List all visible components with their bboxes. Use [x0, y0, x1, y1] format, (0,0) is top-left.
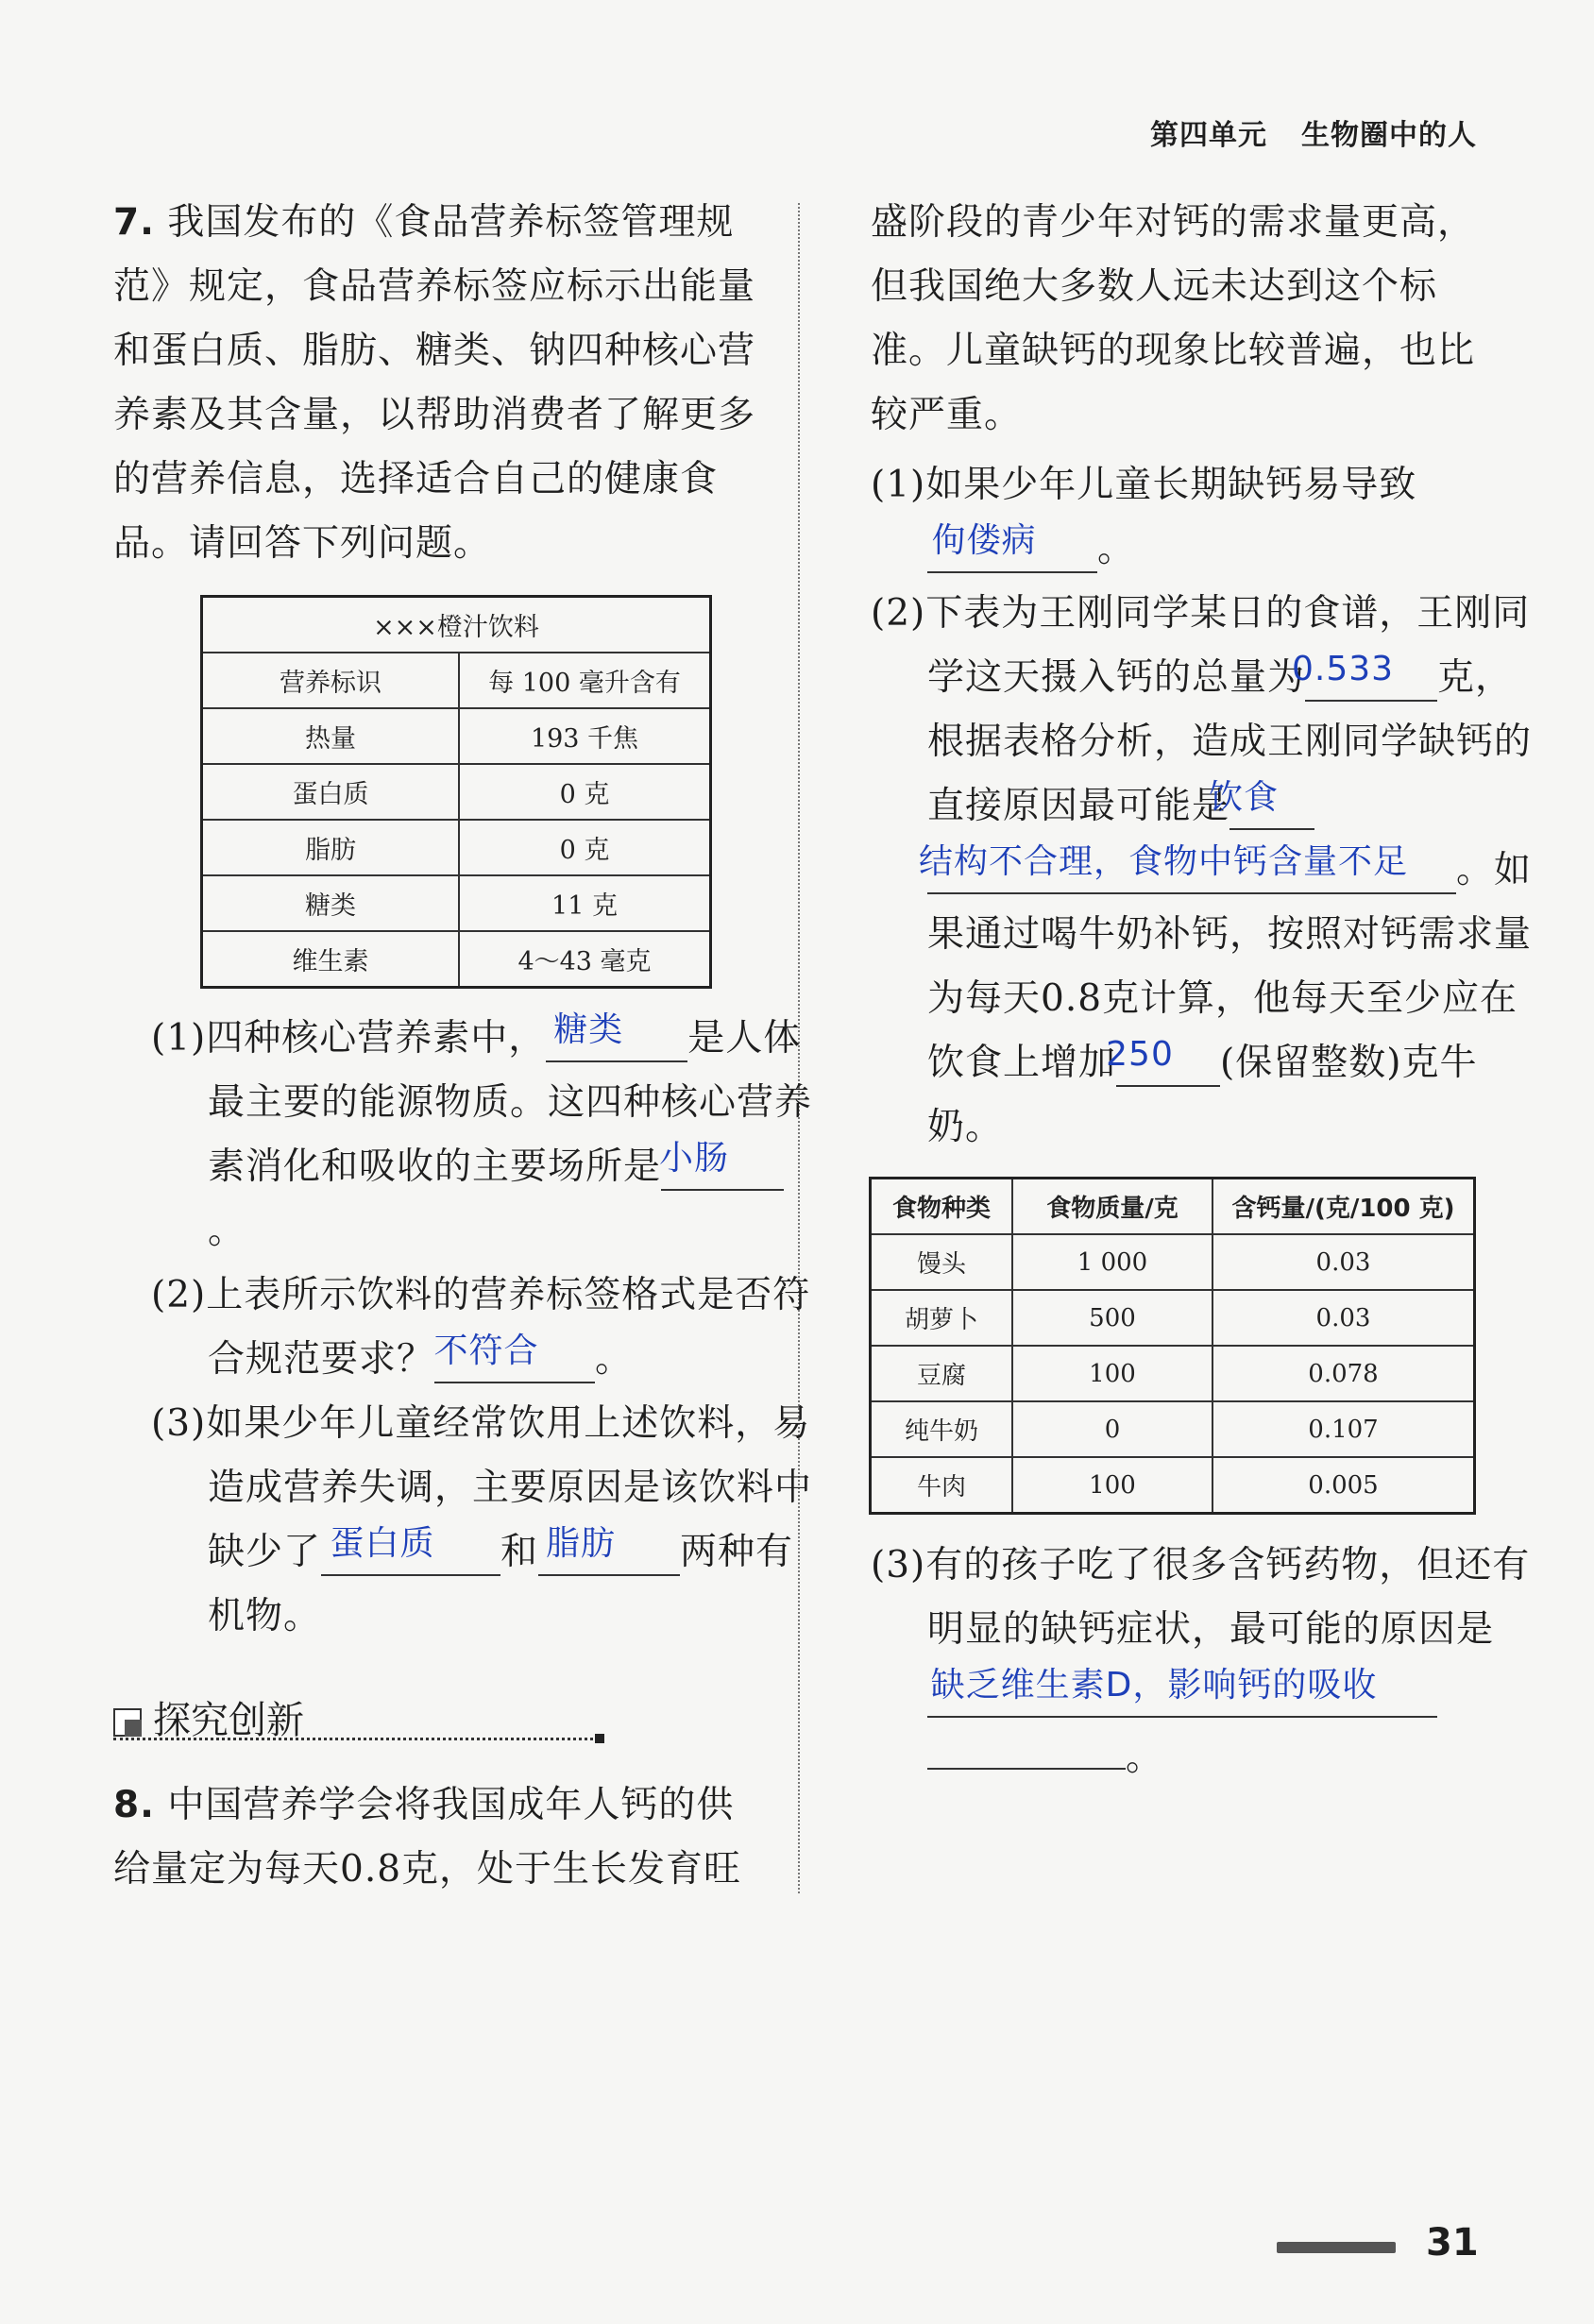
footer-bar: [1277, 2242, 1396, 2253]
table-row: 蛋白质 0 克: [202, 764, 711, 820]
answer-blank: [546, 1010, 687, 1062]
table-row: 胡萝卜 500 0.03: [871, 1290, 1475, 1346]
section-square-icon: [113, 1708, 142, 1737]
answer-blank: [927, 521, 1097, 573]
q8-part1: (1)如果少年儿童长期缺钙易导致佝偻病 。: [871, 453, 1541, 582]
handwritten-answer: 脂肪: [546, 1524, 617, 1563]
answer-blank: [927, 1768, 1126, 1770]
handwritten-answer: 蛋白质: [330, 1524, 435, 1563]
q8-number: 8.: [113, 1784, 155, 1826]
handwritten-answer: 糖类: [553, 1010, 624, 1049]
table-row: 纯牛奶 0 0.107: [871, 1401, 1475, 1457]
q7-part3: (3)如果少年儿童经常饮用上述饮料，易造成营养失调，主要原因是该饮料中缺少了 蛋白质 和 脂肪 两种有机物。: [151, 1402, 813, 1637]
q7-intro-text: 我国发布的《食品营养标签管理规范》规定，食品营养标签应标示出能量和蛋白质、脂肪、糖类、钠四种核心营养素及其含量，以帮助消费者了解更多的营养信息，选择适合自己的健康食品。请回答下列问题。: [113, 201, 756, 565]
unit-title: 生物圈中的人: [1301, 119, 1477, 152]
page-number: 31: [1426, 2221, 1479, 2265]
handwritten-answer: 不符合: [433, 1332, 539, 1370]
table-row: 牛肉 100 0.005: [871, 1457, 1475, 1514]
answer-blank: [1209, 778, 1314, 830]
q7-part2: (2)上表所示饮料的营养标签格式是否符合规范要求？不符合 。: [151, 1264, 822, 1392]
q8-intro-right: 盛阶段的青少年对钙的需求量更高，但我国绝大多数人远未达到这个标准。儿童缺钙的现象比较普遍，也比较严重。: [871, 201, 1476, 436]
table-header-row: 食物种类 食物质量/克 含钙量/(克/100 克): [871, 1179, 1475, 1235]
answer-blank: [1106, 1035, 1220, 1087]
section-heading: [113, 1690, 304, 1744]
diet-table: [869, 1177, 1476, 1515]
nutrition-table-title: ×××橙汁饮料: [202, 597, 711, 653]
handwritten-answer: 250: [1106, 1035, 1174, 1074]
q8-part2: (2)下表为王刚同学某日的食谱，王刚同学这天摄入钙的总量为0.533 克，根据表格分析，造成王刚同学缺钙的直接原因最可能是饮食结构不合理，食物中钙含量不足 。如果通过喝牛奶补钙，按照对钙需求量为每天0.8克计算，他每天至少应在饮食上增加250 (保留整数)克牛奶。: [871, 592, 1533, 1148]
table-row: 维生素 4～43 毫克: [202, 931, 711, 988]
table-row: 热量 193 千焦: [202, 708, 711, 764]
q7-part1: (1)四种核心营养素中， 糖类 是人体最主要的能源物质。这四种核心营养素消化和吸收的主要场所是小肠。: [151, 1010, 813, 1252]
answer-blank: [659, 1139, 784, 1191]
handwritten-answer: 小肠: [659, 1139, 730, 1178]
section-rule-end: [595, 1734, 604, 1743]
table-row: 豆腐 100 0.078: [871, 1346, 1475, 1401]
table-row: 糖类 11 克: [202, 875, 711, 931]
q8-part3: (3)有的孩子吃了很多含钙药物，但还有明显的缺钙症状，最可能的原因是缺乏维生素D，影响钙的吸收。: [871, 1544, 1531, 1779]
page-header: [1150, 111, 1477, 153]
section-title: 探究创新: [153, 1699, 304, 1742]
answer-blank: [918, 842, 1456, 894]
nutrition-table: [200, 595, 712, 989]
q8-intro-left: 8. 中国营养学会将我国成年人钙的供给量定为每天0.8克，处于生长发育旺: [113, 1784, 742, 1891]
unit-label: 第四单元: [1150, 119, 1267, 152]
table-row: 脂肪 0 克: [202, 820, 711, 875]
answer-blank: [1291, 650, 1437, 702]
answer-blank: [433, 1332, 595, 1383]
answer-blank: [538, 1524, 680, 1576]
handwritten-answer: 佝偻病: [931, 521, 1037, 560]
handwritten-answer: 缺乏维生素D，影响钙的吸收: [930, 1666, 1378, 1705]
q7-intro: [113, 191, 765, 576]
handwritten-answer: 结构不合理，食物中钙含量不足: [918, 842, 1408, 881]
answer-blank: [321, 1524, 500, 1576]
section-rule: [113, 1738, 604, 1740]
table-row: 营养标识 每 100 毫升含有: [202, 653, 711, 708]
handwritten-answer: 0.533: [1291, 650, 1395, 688]
handwritten-answer: 饮食: [1209, 778, 1280, 817]
answer-blank: [927, 1666, 1437, 1718]
table-row: 馒头 1 000 0.03: [871, 1234, 1475, 1290]
q7-number: 7.: [113, 201, 155, 244]
